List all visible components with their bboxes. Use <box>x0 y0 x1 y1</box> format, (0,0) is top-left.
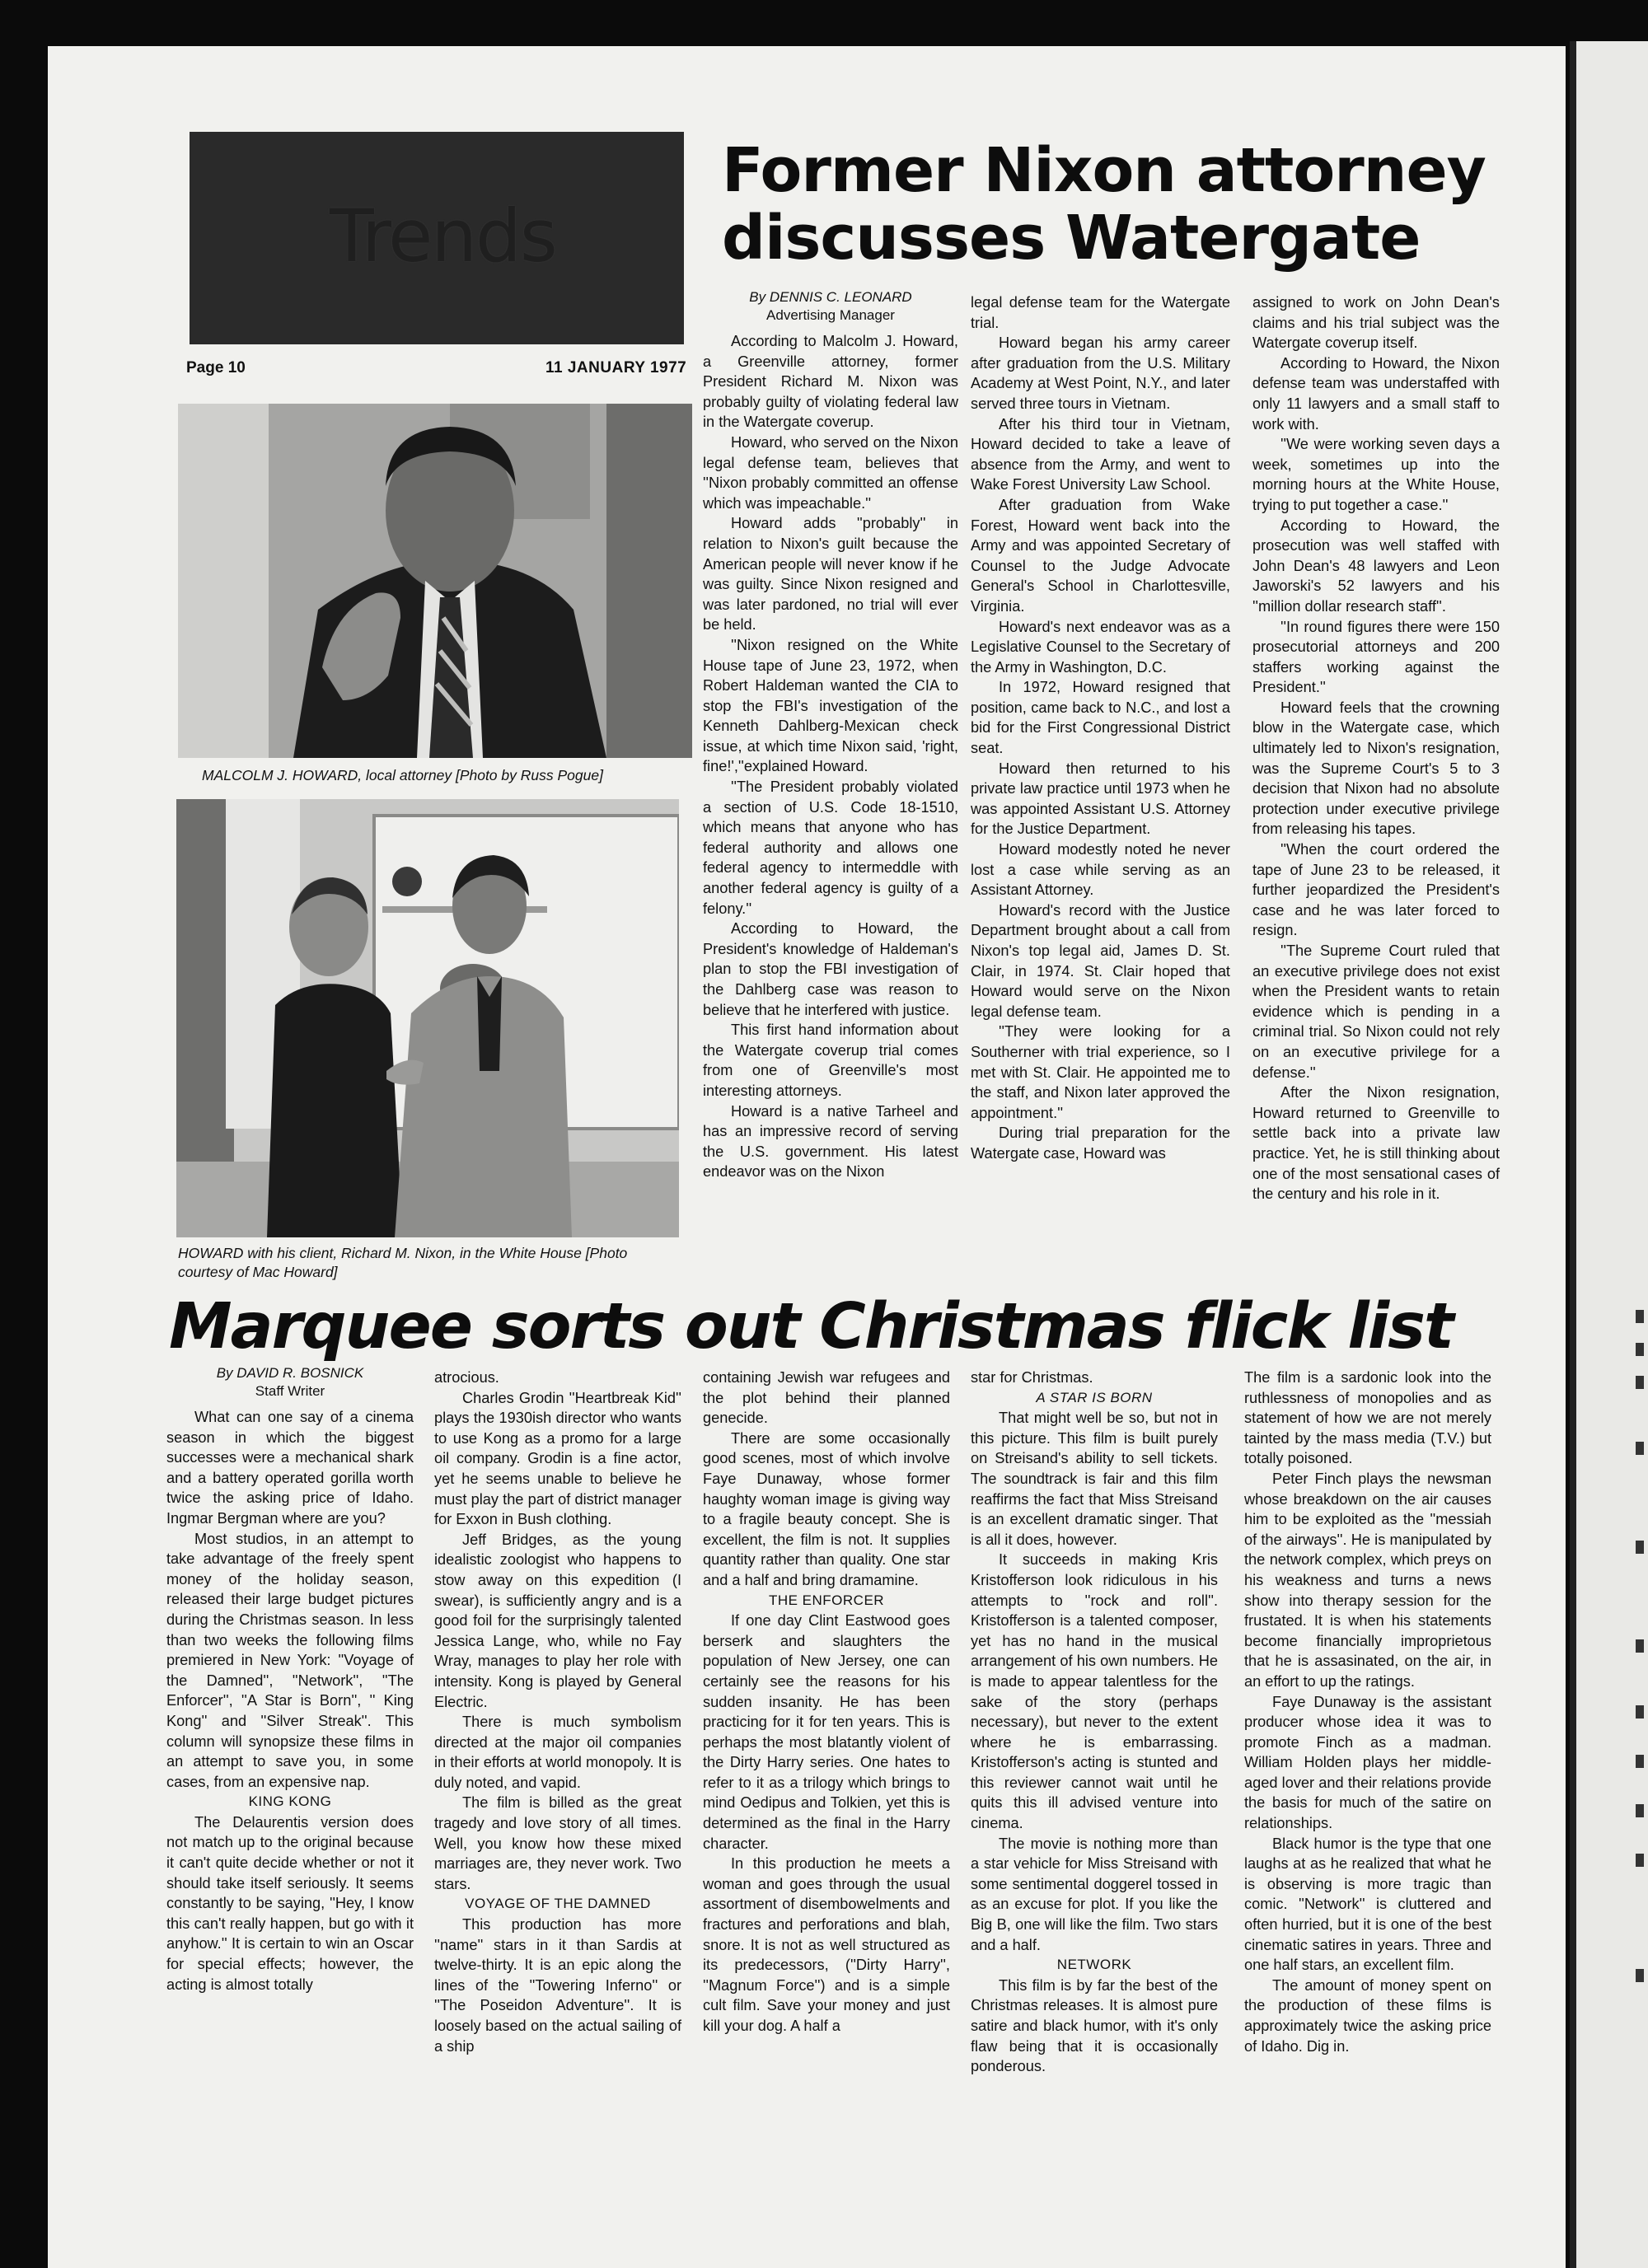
paragraph: The amount of money spent on the production of these films is approximately twice the asking price of Idaho. Dig in. <box>1244 1976 1491 2055</box>
trends-logo: Trends <box>330 194 556 278</box>
paragraph: Howard's next endeavor was as a Legislative Counsel to the Secretary of the Army in Washington, D.C. <box>971 618 1230 676</box>
paragraph: Most studios, in an attempt to take advantage of the freely spent money of the holiday season, released their large budget pictures during the Christmas season. In less than two weeks the following films premiered in New York: ''Voyage of the Damned'', ''Network'', ''The Enforcer'', ''A Star is Born'', '' King Kong'' and ''Silver Streak''. This column will synopsize these films in an attempt to save you, in some cases, from an expensive nap. <box>166 1530 414 1790</box>
paragraph: If one day Clint Eastwood goes berserk and slaughters the population of New Jersey, one can certainly see the reasons for his sudden insanity. He has been practicing for it for ten years. This is perhaps the most blatantly violent of the Dirty Harry series. One hates to refer to it as a trilogy which brings to mind Oedipus and Tolkien, yet this is determined as the final in the Harry character. <box>703 1612 950 1852</box>
article1-byline-role: Advertising Manager <box>766 307 895 323</box>
paragraph: This production has more ''name'' stars in it than Sardis at twelve-thirty. It is an epic along the lines of the ''Towering Inferno'' or ''The Poseidon Adventure''. It is loosely based on the actual sailing of a ship <box>434 1916 681 2055</box>
continued-paragraph: containing Jewish war refugees and the plot behind their planned genecide. <box>703 1369 950 1427</box>
article1-column-3 <box>1252 292 1500 1204</box>
article1-col2-body <box>971 292 1230 1164</box>
continued-paragraph: atrocious. <box>434 1369 499 1386</box>
paragraph: According to Howard, the Nixon defense team was understaffed with only 11 lawyers and a small staff to work with. <box>1252 354 1500 433</box>
section-subhead: KING KONG <box>248 1793 332 1810</box>
photo2-caption: HOWARD with his client, Richard M. Nixon, in the White House [Photo courtesy of Mac Howard] <box>178 1245 628 1280</box>
article1-byline: By DENNIS C. LEONARD <box>749 289 912 305</box>
article2-column-5 <box>1244 1368 1491 2056</box>
continued-paragraph: star for Christmas. <box>971 1369 1093 1386</box>
article1-col1-body <box>703 331 958 1182</box>
page-number: Page 10 <box>186 359 246 376</box>
photo-malcolm-howard <box>178 404 692 758</box>
article2-column-2 <box>434 1368 681 2056</box>
section-subhead: NETWORK <box>1056 1957 1132 1973</box>
paragraph: After graduation from Wake Forest, Howard went back into the Army and was appointed Secretary of Counsel to the Judge Advocate General's School in Charlottesville, Virginia. <box>971 496 1230 615</box>
paragraph: ''The Supreme Court ruled that an executive privilege does not exist when the President wants to retain evidence which is pending in a criminal trial. So Nixon could not rely on an executive privilege for a defense.'' <box>1252 942 1500 1081</box>
paragraph: Black humor is the type that one laughs at as he realized that what he is observing is more tragic than comic. ''Network'' is cluttered and often hurried, but it is one of the best cinematic satires in years. Three and one half stars, an excellent film. <box>1244 1835 1491 1974</box>
paragraph: In 1972, Howard resigned that position, came back to N.C., and lost a bid for the First Congressional District seat. <box>971 679 1230 757</box>
paragraph: There are some occasionally good scenes, most of which involve Faye Dunaway, whose former haughty woman image is giving way to a fragile beauty concept. She is excellent, the film is not. It supplies quantity rather than quality. One star and a half and bring dramamine. <box>703 1429 950 1588</box>
paragraph: ''We were working seven days a week, sometimes up into the morning hours at the White House, trying to put together a case.'' <box>1252 436 1500 513</box>
issue-date: 11 JANUARY 1977 <box>545 359 687 376</box>
paragraph: ''In round figures there were 150 prosecutorial attorneys and 200 staffers working against the President.'' <box>1252 618 1500 696</box>
article2-col4-body <box>971 1368 1218 2077</box>
paragraph: Howard modestly noted he never lost a case while serving as an Assistant Attorney. <box>971 841 1230 899</box>
paragraph: Peter Finch plays the newsman whose breakdown on the air causes him to be exploited as the ''messiah of the airways''. He is manipulated by the network complex, which preys on his weakness and turns a news show into therapy session for the frustated. It is when his statements become financially improprietous that he is assasinated, on the air, in an effort to up the ratings. <box>1244 1470 1491 1690</box>
paragraph: In this production he meets a woman and goes through the usual assortment of disembowelments and fractures and perforations and blah, snore. It is not as well structured as its predecessors, (''Dirty Harry'', ''Magnum Force'') and is a simple cult film. Save your money and just kill your dog. A half a <box>703 1855 950 2034</box>
paragraph: The film is billed as the great tragedy and love story of all times. Well, you know how these mixed marriages are, they never work. Two stars. <box>434 1794 681 1892</box>
paragraph: This first hand information about the Watergate coverup trial comes from one of Greenville's most interesting attorneys. <box>703 1022 958 1099</box>
paragraph: Howard began his army career after graduation from the U.S. Military Academy at West Point, N.Y., and later served three tours in Vietnam. <box>971 334 1230 412</box>
paragraph: That might well be so, but not in this picture. This film is built purely on Streisand's ability to sell tickets. The soundtrack is fair and this film reaffirms the fact that Miss Streisand is an excellent dramatic singer. That is all it does, however. <box>971 1410 1218 1548</box>
paragraph: Howard then returned to his private law practice until 1973 when he was appointed Assistant U.S. Attorney for the Justice Department. <box>971 760 1230 838</box>
section-subhead: THE ENFORCER <box>768 1592 885 1608</box>
article1-col3-body <box>1252 292 1500 1204</box>
paragraph: This film is by far the best of the Christmas releases. It is almost pure satire and black humor, with it's only flaw being that it is occasionally ponderous. <box>971 1976 1218 2075</box>
article-headline: Former Nixon attorney discusses Watergate <box>722 135 1486 274</box>
paragraph: After his third tour in Vietnam, Howard decided to take a leave of absence from the Army, and went to Wake Forest University Law School. <box>971 415 1230 493</box>
article2-byline-role: Staff Writer <box>255 1383 325 1399</box>
paragraph: ''The President probably violated a section of U.S. Code 18-1510, which means that anyone who has federal authority and allows one federal agency to intermeddle with another federal agency is guilty of a felony.'' <box>703 779 958 917</box>
paragraph: Jeff Bridges, as the young idealistic zoologist who happens to stow away on this expedition (I swear), is sufficiently angry and is a good foil for the surprisingly talented Jessica Lange, who, while no Fay Wray, manages to play her role with intensity. Kong is played by General Electric. <box>434 1531 681 1710</box>
article2-column-1 <box>166 1364 414 1994</box>
paragraph: During trial preparation for the Watergate case, Howard was <box>971 1125 1230 1162</box>
adjacent-page-edge <box>1570 41 1648 2268</box>
paragraph: ''They were looking for a Southerner with trial experience, so I met with St. Clair. He appointed me to the staff, and Nixon later approved the appointment.'' <box>971 1023 1230 1121</box>
paragraph: assigned to work on John Dean's claims and his trial subject was the Watergate coverup itself. <box>1252 294 1500 352</box>
paragraph: There is much symbolism directed at the major oil companies in their efforts at world monopoly. It is duly noted, and vapid. <box>434 1714 681 1791</box>
paragraph: Howard feels that the crowning blow in the Watergate case, which ultimately led to Nixon's resignation, was the Supreme Court's 5 to 3 decision that Nixon had no absolute protection under executive privilege from releasing his tapes. <box>1252 699 1500 838</box>
photo1-caption: MALCOLM J. HOWARD, local attorney [Photo by Russ Pogue] <box>202 767 603 783</box>
paragraph: What can one say of a cinema season in which the biggest successes were a mechanical shark and a battery operated gorilla worth twice the asking price of Idaho. Ingmar Bergman where are you? <box>166 1409 414 1527</box>
article1-column-1 <box>703 288 958 1182</box>
article2-column-3 <box>703 1368 950 2037</box>
continued-paragraph: The film is a sardonic look into the ruthlessness of monopolies and as statement of how we are not merely tainted by the mass media (T.V.) but totally poisoned. <box>1244 1369 1491 1467</box>
paragraph: According to Howard, the President's knowledge of Haldeman's plan to stop the FBI investigation of the Dahlberg case was reason to believe that he interfered with justice. <box>703 920 958 1018</box>
paragraph: The movie is nothing more than a star vehicle for Miss Streisand with some sentimental doggerel tossed in as an excuse for plot. If you like the Big B, one will like the film. Two stars and a half. <box>971 1835 1218 1953</box>
section-subhead: VOYAGE OF THE DAMNED <box>465 1896 651 1912</box>
article1-column-2 <box>971 292 1230 1164</box>
photo-howard-nixon <box>176 799 679 1237</box>
paragraph: According to Howard, the prosecution was well staffed with John Dean's 48 lawyers and Leon Jaworski's 52 lawyers and his ''million dollar research staff''. <box>1252 517 1500 615</box>
photo-howard-nixon-graphic <box>176 799 679 1237</box>
paragraph: Faye Dunaway is the assistant producer whose idea it was to promote Finch as a madman. William Holden plays her middle-aged lover and their relations provide the basis for much of the satire on relationships. <box>1244 1693 1491 1832</box>
paragraph: Howard adds ''probably'' in relation to Nixon's guilt because the American people will never know if he was guilty. Since Nixon resigned and was later pardoned, no trial will ever be held. <box>703 515 958 634</box>
paragraph: Howard's record with the Justice Department brought about a call from Nixon's top legal aid, James D. St. Clair, in 1974. St. Clair hoped that Howard would serve on the Nixon legal defense team. <box>971 901 1230 1020</box>
article2-col3-body <box>703 1368 950 2037</box>
article2-col5-body <box>1244 1368 1491 2056</box>
paragraph: ''When the court ordered the tape of June 23 to be released, it further jeopardized the President's case and he was later forced to resign. <box>1252 841 1500 939</box>
paragraph: The Delaurentis version does not match up to the original because it can't quite decide whether or not it should take itself seriously. It seems constantly to be saying, ''Hey, I know this can't really happen, but go with it anyhow.'' It is certain to win an Oscar for special effects; however, the acting is almost totally <box>166 1813 414 1993</box>
article2-byline: By DAVID R. BOSNICK <box>216 1365 364 1381</box>
paragraph: ''Nixon resigned on the White House tape of June 23, 1972, when Robert Haldeman wanted the CIA to stop the FBI's investigation of the Kenneth Dahlberg-Mexican check issue, at which time Nixon said, 'right, fine!',''explained Howard. <box>703 636 958 775</box>
paragraph: legal defense team for the Watergate trial. <box>971 294 1230 331</box>
paragraph: Howard is a native Tarheel and has an impressive record of serving the U.S. government. His latest endeavor was on the Nixon <box>703 1102 958 1181</box>
article2-col1-body <box>166 1407 414 1994</box>
paragraph: According to Malcolm J. Howard, a Greenville attorney, former President Richard M. Nixon was probably guilty of violating federal law in the Watergate coverup. <box>703 333 958 431</box>
section-subhead: A STAR IS BORN <box>1036 1389 1153 1405</box>
paragraph: After the Nixon resignation, Howard returned to Greenville to settle back into a private law practice. Yet, he is still thinking about one of the most sensational cases of the century and his role in it. <box>1252 1084 1500 1203</box>
article2-col2-body <box>434 1368 681 2056</box>
paragraph: Charles Grodin ''Heartbreak Kid'' plays the 1930ish director who wants to use Kong as a promo for a large oil company. Grodin is a fine actor, yet he seems unable to believe he must play the part of district manager for Exxon in Bush clothing. <box>434 1389 681 1528</box>
paragraph: Howard, who served on the Nixon legal defense team, believes that ''Nixon probably committed an offense which was impeachable.'' <box>703 433 958 512</box>
photo-malcolm-howard-graphic <box>178 404 692 758</box>
trends-masthead <box>190 132 684 344</box>
paragraph: It succeeds in making Kris Kristofferson look ridiculous in his attempts to ''rock and roll''. Kristofferson is a talented composer, yet has no hand in the musical arrangement of his own numbers. He is made to appear talentless for the sake of the story (perhaps necessary), but never to the extent where he is embarrassing. Kristofferson's acting is stunted and this reviewer cannot wait until he quits this ill advised venture into cinema. <box>971 1551 1218 1832</box>
article2-headline: Marquee sorts out Christmas flick list <box>169 1290 1453 1363</box>
article2-column-4 <box>971 1368 1218 2077</box>
